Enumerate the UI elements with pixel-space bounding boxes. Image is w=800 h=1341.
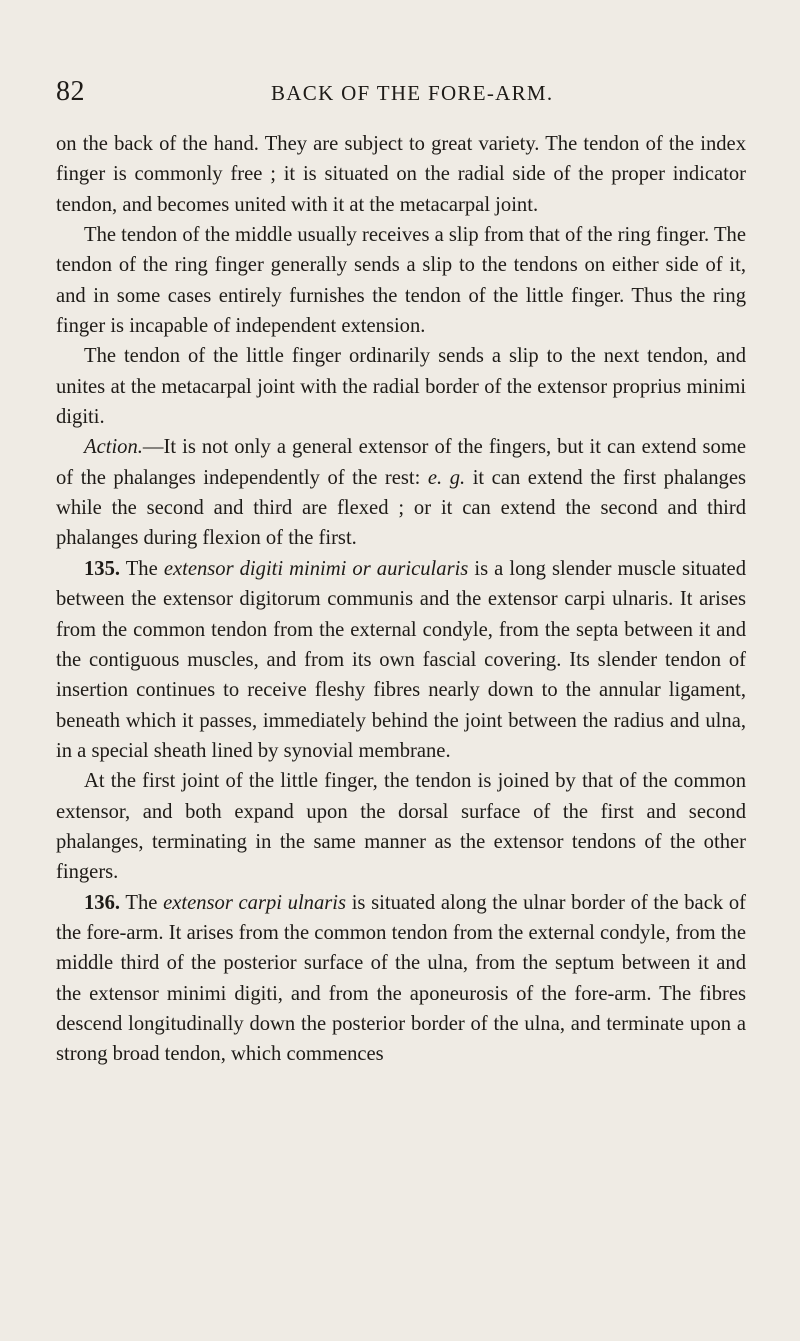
paragraph-action — [56, 432, 746, 553]
page-number: 82 — [56, 76, 85, 107]
section-136-text: is situated along the ulnar border of the back of the fore-arm. It arises from the common tendon from the external condyle, from the middle third of the posterior surface of the ulna, from the septum between it and the extensor minimi digiti, and from the aponeurosis of the fore-arm. The fibres descend longitudinally down the posterior border of the ulna, and terminate upon a strong broad tendon, which commences — [56, 891, 746, 1066]
page-body — [56, 129, 746, 1070]
muscle-term-extensor-digiti-minimi: extensor digiti minimi or auricularis — [163, 557, 469, 580]
paragraph-continuation: on the back of the hand. They are subject to great variety. The tendon of the index finger is commonly free ; it is situated on the radial side of the proper indicator tendon, and becomes united with it at the metacarpal joint. — [56, 133, 746, 216]
section-number-135: 135. — [84, 557, 121, 580]
action-text-b: it can extend the first phalanges while the second and third are flexed ; or it can extend the second and third phalanges during flexion of the first. — [56, 466, 746, 550]
page-header — [56, 74, 746, 110]
paragraph-first-joint: At the first joint of the little finger, the tendon is joined by that of the common extensor, and both expand upon the dorsal surface of the first and second phalanges, terminating in the same manner as the extensor tendons of the other fingers. — [56, 770, 746, 884]
muscle-term-extensor-carpi-ulnaris: extensor carpi ulnaris — [163, 891, 347, 914]
section-136-lead: The — [120, 891, 164, 914]
section-135-text: is a long slender muscle situated between the extensor digitorum communis and the extensor carpi ulnaris. It arises from the common tendon from the external condyle, from the septa between it and the contiguous muscles, and from its own fascial covering. Its slender tendon of insertion continues to receive fleshy fibres nearly down to the annular ligament, beneath which it passes, immediately behind the joint between the radius and ulna, in a special sheath lined by synovial membrane. — [56, 557, 746, 762]
paragraph-middle-finger-tendon: The tendon of the middle usually receives a slip from that of the ring finger. The tendon of the ring finger generally sends a slip to the tendons on either side of it, and in some cases entirely furnishes the tendon of the little finger. Thus the ring finger is incapable of independent extension. — [56, 224, 746, 338]
paragraph-section-135 — [56, 554, 746, 766]
action-example-abbrev: e. g. — [427, 466, 466, 489]
section-135-lead: The — [120, 557, 164, 580]
action-label: Action. — [84, 436, 143, 459]
action-text-a: —It is not only a general extensor of the fingers, but it can extend some of the phalanges independently of the rest: — [56, 436, 746, 489]
paragraph-little-finger-tendon: The tendon of the little finger ordinarily sends a slip to the next tendon, and unites at the metacarpal joint with the radial border of the extensor proprius minimi digiti. — [56, 345, 746, 429]
paragraph-section-136 — [56, 888, 746, 1070]
running-head: BACK OF THE FORE-ARM. — [271, 81, 554, 105]
section-number-136: 136. — [84, 891, 121, 914]
